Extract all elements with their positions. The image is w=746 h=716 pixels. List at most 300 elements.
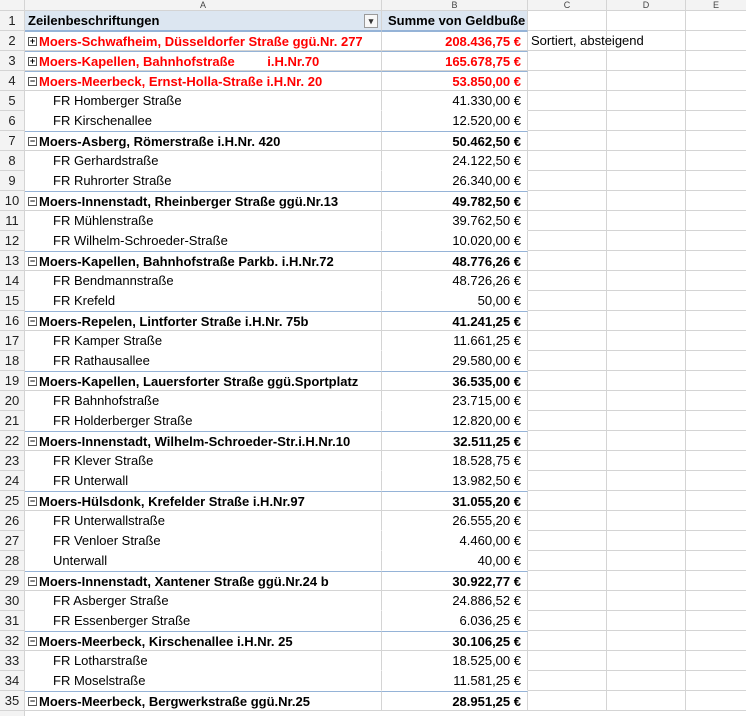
pivot-group-label[interactable] bbox=[25, 491, 382, 511]
table-row bbox=[0, 271, 746, 291]
collapse-icon[interactable]: − bbox=[29, 376, 36, 387]
row-number[interactable]: 1 bbox=[0, 11, 25, 31]
empty-cell[interactable] bbox=[528, 171, 607, 191]
empty-cell[interactable] bbox=[607, 211, 686, 231]
cell-text: FR Rathausallee bbox=[53, 353, 150, 368]
empty-cell[interactable] bbox=[686, 511, 746, 531]
pivot-value-cell[interactable]: 165.678,75 € bbox=[382, 51, 528, 71]
row-number[interactable]: 29 bbox=[0, 571, 25, 591]
pivot-item-label[interactable] bbox=[25, 531, 382, 551]
pivot-value-cell[interactable]: 49.782,50 € bbox=[382, 191, 528, 211]
empty-cell[interactable] bbox=[528, 291, 607, 311]
cell-text: Moers-Kapellen, Bahnhofstraße i.H.Nr.70 bbox=[39, 54, 320, 69]
pivot-value-cell[interactable]: 23.715,00 € bbox=[382, 391, 528, 411]
empty-cell[interactable] bbox=[607, 131, 686, 151]
empty-cell[interactable] bbox=[607, 311, 686, 331]
table-row bbox=[0, 251, 746, 271]
cell-text: FR Unterwallstraße bbox=[53, 513, 165, 528]
sort-filter-icon[interactable]: ▾ bbox=[364, 14, 378, 28]
empty-cell[interactable] bbox=[607, 531, 686, 551]
empty-cell[interactable] bbox=[607, 291, 686, 311]
empty-cell[interactable] bbox=[607, 51, 686, 71]
pivot-value-cell[interactable]: 4.460,00 € bbox=[382, 531, 528, 551]
pivot-value-cell[interactable]: 11.661,25 € bbox=[382, 331, 528, 351]
table-row bbox=[0, 51, 746, 71]
pivot-item-label[interactable] bbox=[25, 351, 382, 371]
empty-cell[interactable] bbox=[528, 431, 607, 451]
collapse-icon[interactable]: − bbox=[29, 256, 36, 267]
empty-cell[interactable] bbox=[528, 371, 607, 391]
collapse-icon[interactable]: − bbox=[29, 436, 36, 447]
column-header-c[interactable]: C bbox=[528, 0, 607, 11]
pivot-value-cell[interactable]: 30.106,25 € bbox=[382, 631, 528, 651]
pivot-item-label[interactable] bbox=[25, 171, 382, 191]
table-row bbox=[0, 531, 746, 551]
empty-cell[interactable] bbox=[528, 51, 607, 71]
empty-cell[interactable] bbox=[607, 151, 686, 171]
table-row bbox=[0, 311, 746, 331]
table-row bbox=[0, 11, 746, 31]
row-number[interactable]: 8 bbox=[0, 151, 25, 171]
table-row bbox=[0, 411, 746, 431]
empty-cell[interactable] bbox=[528, 351, 607, 371]
empty-cell[interactable] bbox=[686, 471, 746, 491]
empty-cell[interactable] bbox=[607, 671, 686, 691]
cell-text: Moers-Innenstadt, Rheinberger Straße ggü.Nr.13 bbox=[39, 194, 339, 209]
empty-cell[interactable] bbox=[686, 391, 746, 411]
empty-cell[interactable] bbox=[528, 391, 607, 411]
pivot-value-cell[interactable]: 48.776,26 € bbox=[382, 251, 528, 271]
empty-cell[interactable] bbox=[528, 511, 607, 531]
row-number[interactable]: 26 bbox=[0, 511, 25, 531]
empty-cell[interactable] bbox=[528, 591, 607, 611]
pivot-value-cell[interactable]: 26.555,20 € bbox=[382, 511, 528, 531]
empty-cell[interactable] bbox=[528, 91, 607, 111]
empty-cell[interactable] bbox=[607, 171, 686, 191]
empty-cell[interactable] bbox=[686, 431, 746, 451]
empty-cell[interactable] bbox=[528, 451, 607, 471]
sort-note-cell[interactable]: Sortiert, absteigend bbox=[528, 31, 607, 51]
table-row bbox=[0, 471, 746, 491]
pivot-value-cell[interactable]: 24.886,52 € bbox=[382, 591, 528, 611]
row-number[interactable]: 24 bbox=[0, 471, 25, 491]
table-row bbox=[0, 671, 746, 691]
empty-cell[interactable] bbox=[607, 611, 686, 631]
collapse-icon[interactable]: − bbox=[29, 76, 36, 87]
pivot-value-cell[interactable]: 36.535,00 € bbox=[382, 371, 528, 391]
pivot-value-header[interactable]: Summe von Geldbuße bbox=[382, 11, 528, 31]
cell-text: Moers-Kapellen, Lauersforter Straße ggü.Sportplatz bbox=[39, 374, 359, 389]
empty-cell[interactable] bbox=[607, 31, 686, 51]
empty-cell[interactable] bbox=[607, 371, 686, 391]
table-row bbox=[0, 191, 746, 211]
empty-cell[interactable] bbox=[528, 571, 607, 591]
cell-text: FR Essenberger Straße bbox=[53, 613, 191, 628]
empty-cell[interactable] bbox=[528, 531, 607, 551]
pivot-item-label[interactable] bbox=[25, 511, 382, 531]
column-header-a[interactable]: A bbox=[25, 0, 382, 11]
empty-cell[interactable] bbox=[607, 391, 686, 411]
pivot-value-cell[interactable]: 12.520,00 € bbox=[382, 111, 528, 131]
empty-cell[interactable] bbox=[607, 111, 686, 131]
cell-text: Moers-Innenstadt, Wilhelm-Schroeder-Str.i.H.Nr.10 bbox=[39, 434, 351, 449]
cell-text: Moers-Meerbeck, Bergwerkstraße ggü.Nr.25 bbox=[39, 694, 310, 709]
column-header-d[interactable]: D bbox=[607, 0, 686, 11]
table-row bbox=[0, 591, 746, 611]
pivot-group-label[interactable] bbox=[25, 571, 382, 591]
empty-cell[interactable] bbox=[607, 571, 686, 591]
empty-cell[interactable] bbox=[607, 471, 686, 491]
empty-cell[interactable] bbox=[607, 631, 686, 651]
table-row bbox=[0, 211, 746, 231]
empty-cell[interactable] bbox=[686, 411, 746, 431]
cell-text: Moers-Schwafheim, Düsseldorfer Straße ggü.Nr. 277 bbox=[39, 34, 363, 49]
empty-cell[interactable] bbox=[528, 631, 607, 651]
row-number[interactable]: 20 bbox=[0, 391, 25, 411]
table-row bbox=[0, 511, 746, 531]
pivot-item-label[interactable] bbox=[25, 471, 382, 491]
empty-cell[interactable] bbox=[686, 271, 746, 291]
pivot-item-label[interactable] bbox=[25, 391, 382, 411]
pivot-item-label[interactable] bbox=[25, 231, 382, 251]
empty-cell[interactable] bbox=[686, 231, 746, 251]
pivot-value-cell[interactable]: 50,00 € bbox=[382, 291, 528, 311]
row-number[interactable]: 15 bbox=[0, 291, 25, 311]
pivot-value-cell[interactable]: 48.726,26 € bbox=[382, 271, 528, 291]
pivot-value-cell[interactable]: 31.055,20 € bbox=[382, 491, 528, 511]
empty-cell[interactable] bbox=[607, 351, 686, 371]
table-row bbox=[0, 651, 746, 671]
pivot-value-cell[interactable]: 30.922,77 € bbox=[382, 571, 528, 591]
cell-text: FR Unterwall bbox=[53, 473, 129, 488]
empty-cell[interactable] bbox=[528, 331, 607, 351]
row-number[interactable]: 22 bbox=[0, 431, 25, 451]
row-number[interactable]: 32 bbox=[0, 631, 25, 651]
pivot-group-label[interactable] bbox=[25, 51, 382, 71]
pivot-row-labels-header[interactable] bbox=[25, 11, 382, 31]
cell-text: Moers-Meerbeck, Kirschenallee i.H.Nr. 25 bbox=[39, 634, 293, 649]
row-number[interactable]: 6 bbox=[0, 111, 25, 131]
empty-cell[interactable] bbox=[686, 31, 746, 51]
empty-cell[interactable] bbox=[686, 151, 746, 171]
cell-text: FR Bendmannstraße bbox=[53, 273, 174, 288]
cell-text: FR Bahnhofstraße bbox=[53, 393, 160, 408]
empty-cell[interactable] bbox=[528, 611, 607, 631]
pivot-value-cell[interactable]: 11.581,25 € bbox=[382, 671, 528, 691]
column-header-b[interactable]: B bbox=[382, 0, 528, 11]
pivot-item-label[interactable] bbox=[25, 151, 382, 171]
pivot-value-cell[interactable]: 26.340,00 € bbox=[382, 171, 528, 191]
empty-cell[interactable] bbox=[607, 431, 686, 451]
empty-cell[interactable] bbox=[607, 331, 686, 351]
cell-text: FR Holderberger Straße bbox=[53, 413, 193, 428]
empty-cell[interactable] bbox=[607, 251, 686, 271]
empty-cell[interactable] bbox=[607, 691, 686, 711]
cell-text: FR Moselstraße bbox=[53, 673, 146, 688]
cell-text: Moers-Innenstadt, Xantener Straße ggü.Nr.24 b bbox=[39, 574, 329, 589]
cell-text: FR Wilhelm-Schroeder-Straße bbox=[53, 233, 228, 248]
pivot-value-cell[interactable]: 28.951,25 € bbox=[382, 691, 528, 711]
pivot-group-label[interactable] bbox=[25, 31, 382, 51]
select-all-corner[interactable] bbox=[0, 0, 25, 11]
cell-text: Moers-Meerbeck, Ernst-Holla-Straße i.H.Nr. 20 bbox=[39, 74, 323, 89]
column-header-e[interactable]: E bbox=[712, 0, 719, 10]
empty-cell[interactable] bbox=[528, 271, 607, 291]
empty-cell[interactable] bbox=[607, 591, 686, 611]
table-row bbox=[0, 231, 746, 251]
table-row bbox=[0, 331, 746, 351]
empty-cell[interactable] bbox=[528, 551, 607, 571]
table-row bbox=[0, 351, 746, 371]
cell-text: FR Kamper Straße bbox=[53, 333, 163, 348]
empty-cell[interactable] bbox=[686, 211, 746, 231]
pivot-item-label[interactable] bbox=[25, 551, 382, 571]
cell-text: FR Homberger Straße bbox=[53, 93, 182, 108]
row-number[interactable]: 12 bbox=[0, 231, 25, 251]
empty-cell[interactable] bbox=[686, 251, 746, 271]
empty-cell[interactable] bbox=[686, 111, 746, 131]
empty-cell[interactable] bbox=[528, 491, 607, 511]
empty-cell[interactable] bbox=[686, 591, 746, 611]
empty-cell[interactable] bbox=[607, 511, 686, 531]
collapse-icon[interactable]: − bbox=[29, 136, 36, 147]
empty-cell[interactable] bbox=[528, 191, 607, 211]
empty-cell[interactable] bbox=[607, 91, 686, 111]
collapse-icon[interactable]: − bbox=[29, 636, 36, 647]
cell-text: Moers-Repelen, Lintforter Straße i.H.Nr. 75b bbox=[39, 314, 309, 329]
empty-cell[interactable] bbox=[607, 411, 686, 431]
table-row bbox=[0, 631, 746, 651]
cell-text: FR Lotharstraße bbox=[53, 653, 148, 668]
empty-cell[interactable] bbox=[686, 531, 746, 551]
pivot-group-label[interactable] bbox=[25, 131, 382, 151]
pivot-group-label[interactable] bbox=[25, 251, 382, 271]
row-number[interactable]: 10 bbox=[0, 191, 25, 211]
empty-cell[interactable] bbox=[686, 11, 746, 31]
pivot-value-cell[interactable]: 53.850,00 € bbox=[382, 71, 528, 91]
cell-text: FR Asberger Straße bbox=[53, 593, 169, 608]
table-row bbox=[0, 611, 746, 631]
empty-cell[interactable] bbox=[686, 571, 746, 591]
empty-cell[interactable] bbox=[686, 331, 746, 351]
empty-cell[interactable] bbox=[607, 271, 686, 291]
table-row bbox=[0, 691, 746, 711]
pivot-item-label[interactable] bbox=[25, 671, 382, 691]
empty-cell[interactable] bbox=[686, 191, 746, 211]
table-row bbox=[0, 451, 746, 471]
cell-text: FR Ruhrorter Straße bbox=[53, 173, 172, 188]
collapse-icon[interactable]: − bbox=[29, 196, 36, 207]
pivot-value-cell[interactable]: 39.762,50 € bbox=[382, 211, 528, 231]
empty-cell[interactable] bbox=[528, 311, 607, 331]
cell-text: FR Klever Straße bbox=[53, 453, 154, 468]
empty-cell[interactable] bbox=[607, 651, 686, 671]
table-row bbox=[0, 111, 746, 131]
row-number[interactable]: 33 bbox=[0, 651, 25, 671]
table-row bbox=[0, 171, 746, 191]
table-row bbox=[0, 551, 746, 571]
empty-cell[interactable] bbox=[686, 131, 746, 151]
empty-cell[interactable] bbox=[686, 51, 746, 71]
pivot-group-label[interactable] bbox=[25, 311, 382, 331]
empty-cell[interactable] bbox=[686, 91, 746, 111]
pivot-item-label[interactable] bbox=[25, 271, 382, 291]
empty-cell[interactable] bbox=[528, 11, 607, 31]
table-row bbox=[0, 571, 746, 591]
cell-text: Moers-Hülsdonk, Krefelder Straße i.H.Nr.97 bbox=[39, 494, 305, 509]
collapse-icon[interactable]: − bbox=[29, 496, 36, 507]
pivot-item-label[interactable] bbox=[25, 211, 382, 231]
empty-cell[interactable] bbox=[528, 231, 607, 251]
pivot-group-label[interactable] bbox=[25, 631, 382, 651]
pivot-value-cell[interactable]: 6.036,25 € bbox=[382, 611, 528, 631]
row-number[interactable]: 25 bbox=[0, 491, 25, 511]
row-number[interactable]: 11 bbox=[0, 211, 25, 231]
pivot-value-cell[interactable]: 24.122,50 € bbox=[382, 151, 528, 171]
pivot-group-label[interactable] bbox=[25, 691, 382, 711]
pivot-value-cell[interactable]: 18.528,75 € bbox=[382, 451, 528, 471]
empty-cell[interactable] bbox=[686, 291, 746, 311]
pivot-item-label[interactable] bbox=[25, 291, 382, 311]
table-row bbox=[0, 291, 746, 311]
empty-cell[interactable] bbox=[686, 171, 746, 191]
pivot-value-cell[interactable]: 40,00 € bbox=[382, 551, 528, 571]
pivot-value-cell[interactable]: 18.525,00 € bbox=[382, 651, 528, 671]
row-number[interactable]: 3 bbox=[0, 51, 25, 71]
row-number[interactable]: 28 bbox=[0, 551, 25, 571]
row-number[interactable]: 34 bbox=[0, 671, 25, 691]
row-number[interactable]: 31 bbox=[0, 611, 25, 631]
empty-cell[interactable] bbox=[686, 371, 746, 391]
pivot-item-label[interactable] bbox=[25, 331, 382, 351]
empty-cell[interactable] bbox=[686, 451, 746, 471]
row-number[interactable]: 30 bbox=[0, 591, 25, 611]
expand-icon[interactable]: + bbox=[29, 36, 36, 47]
row-number[interactable]: 18 bbox=[0, 351, 25, 371]
row-number[interactable]: 23 bbox=[0, 451, 25, 471]
pivot-item-label[interactable] bbox=[25, 411, 382, 431]
empty-cell[interactable] bbox=[528, 671, 607, 691]
pivot-group-label[interactable] bbox=[25, 71, 382, 91]
row-number[interactable]: 2 bbox=[0, 31, 25, 51]
empty-cell[interactable] bbox=[686, 351, 746, 371]
empty-cell[interactable] bbox=[607, 451, 686, 471]
row-number[interactable]: 4 bbox=[0, 71, 25, 91]
empty-cell[interactable] bbox=[686, 651, 746, 671]
cell-text: FR Mühlenstraße bbox=[53, 213, 154, 228]
row-number[interactable]: 21 bbox=[0, 411, 25, 431]
cell-text: Moers-Kapellen, Bahnhofstraße Parkb. i.H.Nr.72 bbox=[39, 254, 334, 269]
table-row bbox=[0, 131, 746, 151]
table-row bbox=[0, 31, 746, 51]
pivot-item-label[interactable] bbox=[25, 451, 382, 471]
pivot-value-cell[interactable]: 29.580,00 € bbox=[382, 351, 528, 371]
empty-cell[interactable] bbox=[686, 71, 746, 91]
pivot-item-label[interactable] bbox=[25, 651, 382, 671]
empty-cell[interactable] bbox=[686, 631, 746, 651]
empty-cell[interactable] bbox=[528, 651, 607, 671]
table-row bbox=[0, 91, 746, 111]
row-number[interactable]: 14 bbox=[0, 271, 25, 291]
empty-cell[interactable] bbox=[686, 551, 746, 571]
empty-cell[interactable] bbox=[528, 471, 607, 491]
pivot-value-cell[interactable]: 32.511,25 € bbox=[382, 431, 528, 451]
empty-cell[interactable] bbox=[528, 691, 607, 711]
table-row bbox=[0, 431, 746, 451]
collapse-icon[interactable]: − bbox=[29, 316, 36, 327]
empty-cell[interactable] bbox=[686, 611, 746, 631]
row-number[interactable]: 13 bbox=[0, 251, 25, 271]
empty-cell[interactable] bbox=[528, 411, 607, 431]
empty-cell[interactable] bbox=[686, 491, 746, 511]
row-labels-text: Zeilenbeschriftungen bbox=[28, 13, 160, 28]
empty-cell[interactable] bbox=[528, 251, 607, 271]
cell-text: FR Gerhardstraße bbox=[53, 153, 159, 168]
pivot-item-label[interactable] bbox=[25, 111, 382, 131]
pivot-group-label[interactable] bbox=[25, 191, 382, 211]
pivot-value-cell[interactable]: 50.462,50 € bbox=[382, 131, 528, 151]
empty-cell[interactable] bbox=[607, 191, 686, 211]
table-row bbox=[0, 371, 746, 391]
row-number[interactable]: 35 bbox=[0, 691, 25, 711]
cell-text: FR Kirschenallee bbox=[53, 113, 152, 128]
collapse-icon[interactable]: − bbox=[29, 696, 36, 707]
cell-text: FR Krefeld bbox=[53, 293, 116, 308]
row-number[interactable]: 16 bbox=[0, 311, 25, 331]
cell-text: FR Venloer Straße bbox=[53, 533, 161, 548]
empty-cell[interactable] bbox=[686, 311, 746, 331]
empty-cell[interactable] bbox=[607, 71, 686, 91]
pivot-value-cell[interactable]: 12.820,00 € bbox=[382, 411, 528, 431]
expand-icon[interactable]: + bbox=[29, 56, 36, 67]
row-number[interactable]: 7 bbox=[0, 131, 25, 151]
pivot-item-label[interactable] bbox=[25, 591, 382, 611]
empty-cell[interactable] bbox=[528, 211, 607, 231]
empty-cell[interactable] bbox=[528, 151, 607, 171]
pivot-group-label[interactable] bbox=[25, 371, 382, 391]
pivot-group-label[interactable] bbox=[25, 431, 382, 451]
table-row bbox=[0, 391, 746, 411]
row-number[interactable]: 9 bbox=[0, 171, 25, 191]
row-number[interactable]: 5 bbox=[0, 91, 25, 111]
pivot-value-cell[interactable]: 10.020,00 € bbox=[382, 231, 528, 251]
pivot-value-cell[interactable]: 41.330,00 € bbox=[382, 91, 528, 111]
row-number[interactable]: 27 bbox=[0, 531, 25, 551]
cell-text: Moers-Asberg, Römerstraße i.H.Nr. 420 bbox=[39, 134, 281, 149]
empty-cell[interactable] bbox=[528, 131, 607, 151]
empty-cell[interactable] bbox=[528, 71, 607, 91]
empty-cell[interactable] bbox=[607, 551, 686, 571]
cell-text: Unterwall bbox=[53, 553, 108, 568]
pivot-value-cell[interactable]: 13.982,50 € bbox=[382, 471, 528, 491]
empty-cell[interactable] bbox=[528, 111, 607, 131]
empty-cell[interactable] bbox=[686, 671, 746, 691]
empty-cell[interactable] bbox=[607, 491, 686, 511]
table-row bbox=[0, 71, 746, 91]
pivot-value-cell[interactable]: 41.241,25 € bbox=[382, 311, 528, 331]
pivot-value-cell[interactable]: 208.436,75 € bbox=[382, 31, 528, 51]
pivot-item-label[interactable] bbox=[25, 611, 382, 631]
row-number[interactable]: 17 bbox=[0, 331, 25, 351]
table-row bbox=[0, 491, 746, 511]
collapse-icon[interactable]: − bbox=[29, 576, 36, 587]
empty-cell[interactable] bbox=[686, 691, 746, 711]
pivot-item-label[interactable] bbox=[25, 91, 382, 111]
empty-cell[interactable] bbox=[607, 11, 686, 31]
row-number[interactable]: 19 bbox=[0, 371, 25, 391]
empty-cell[interactable] bbox=[607, 231, 686, 251]
table-row bbox=[0, 151, 746, 171]
